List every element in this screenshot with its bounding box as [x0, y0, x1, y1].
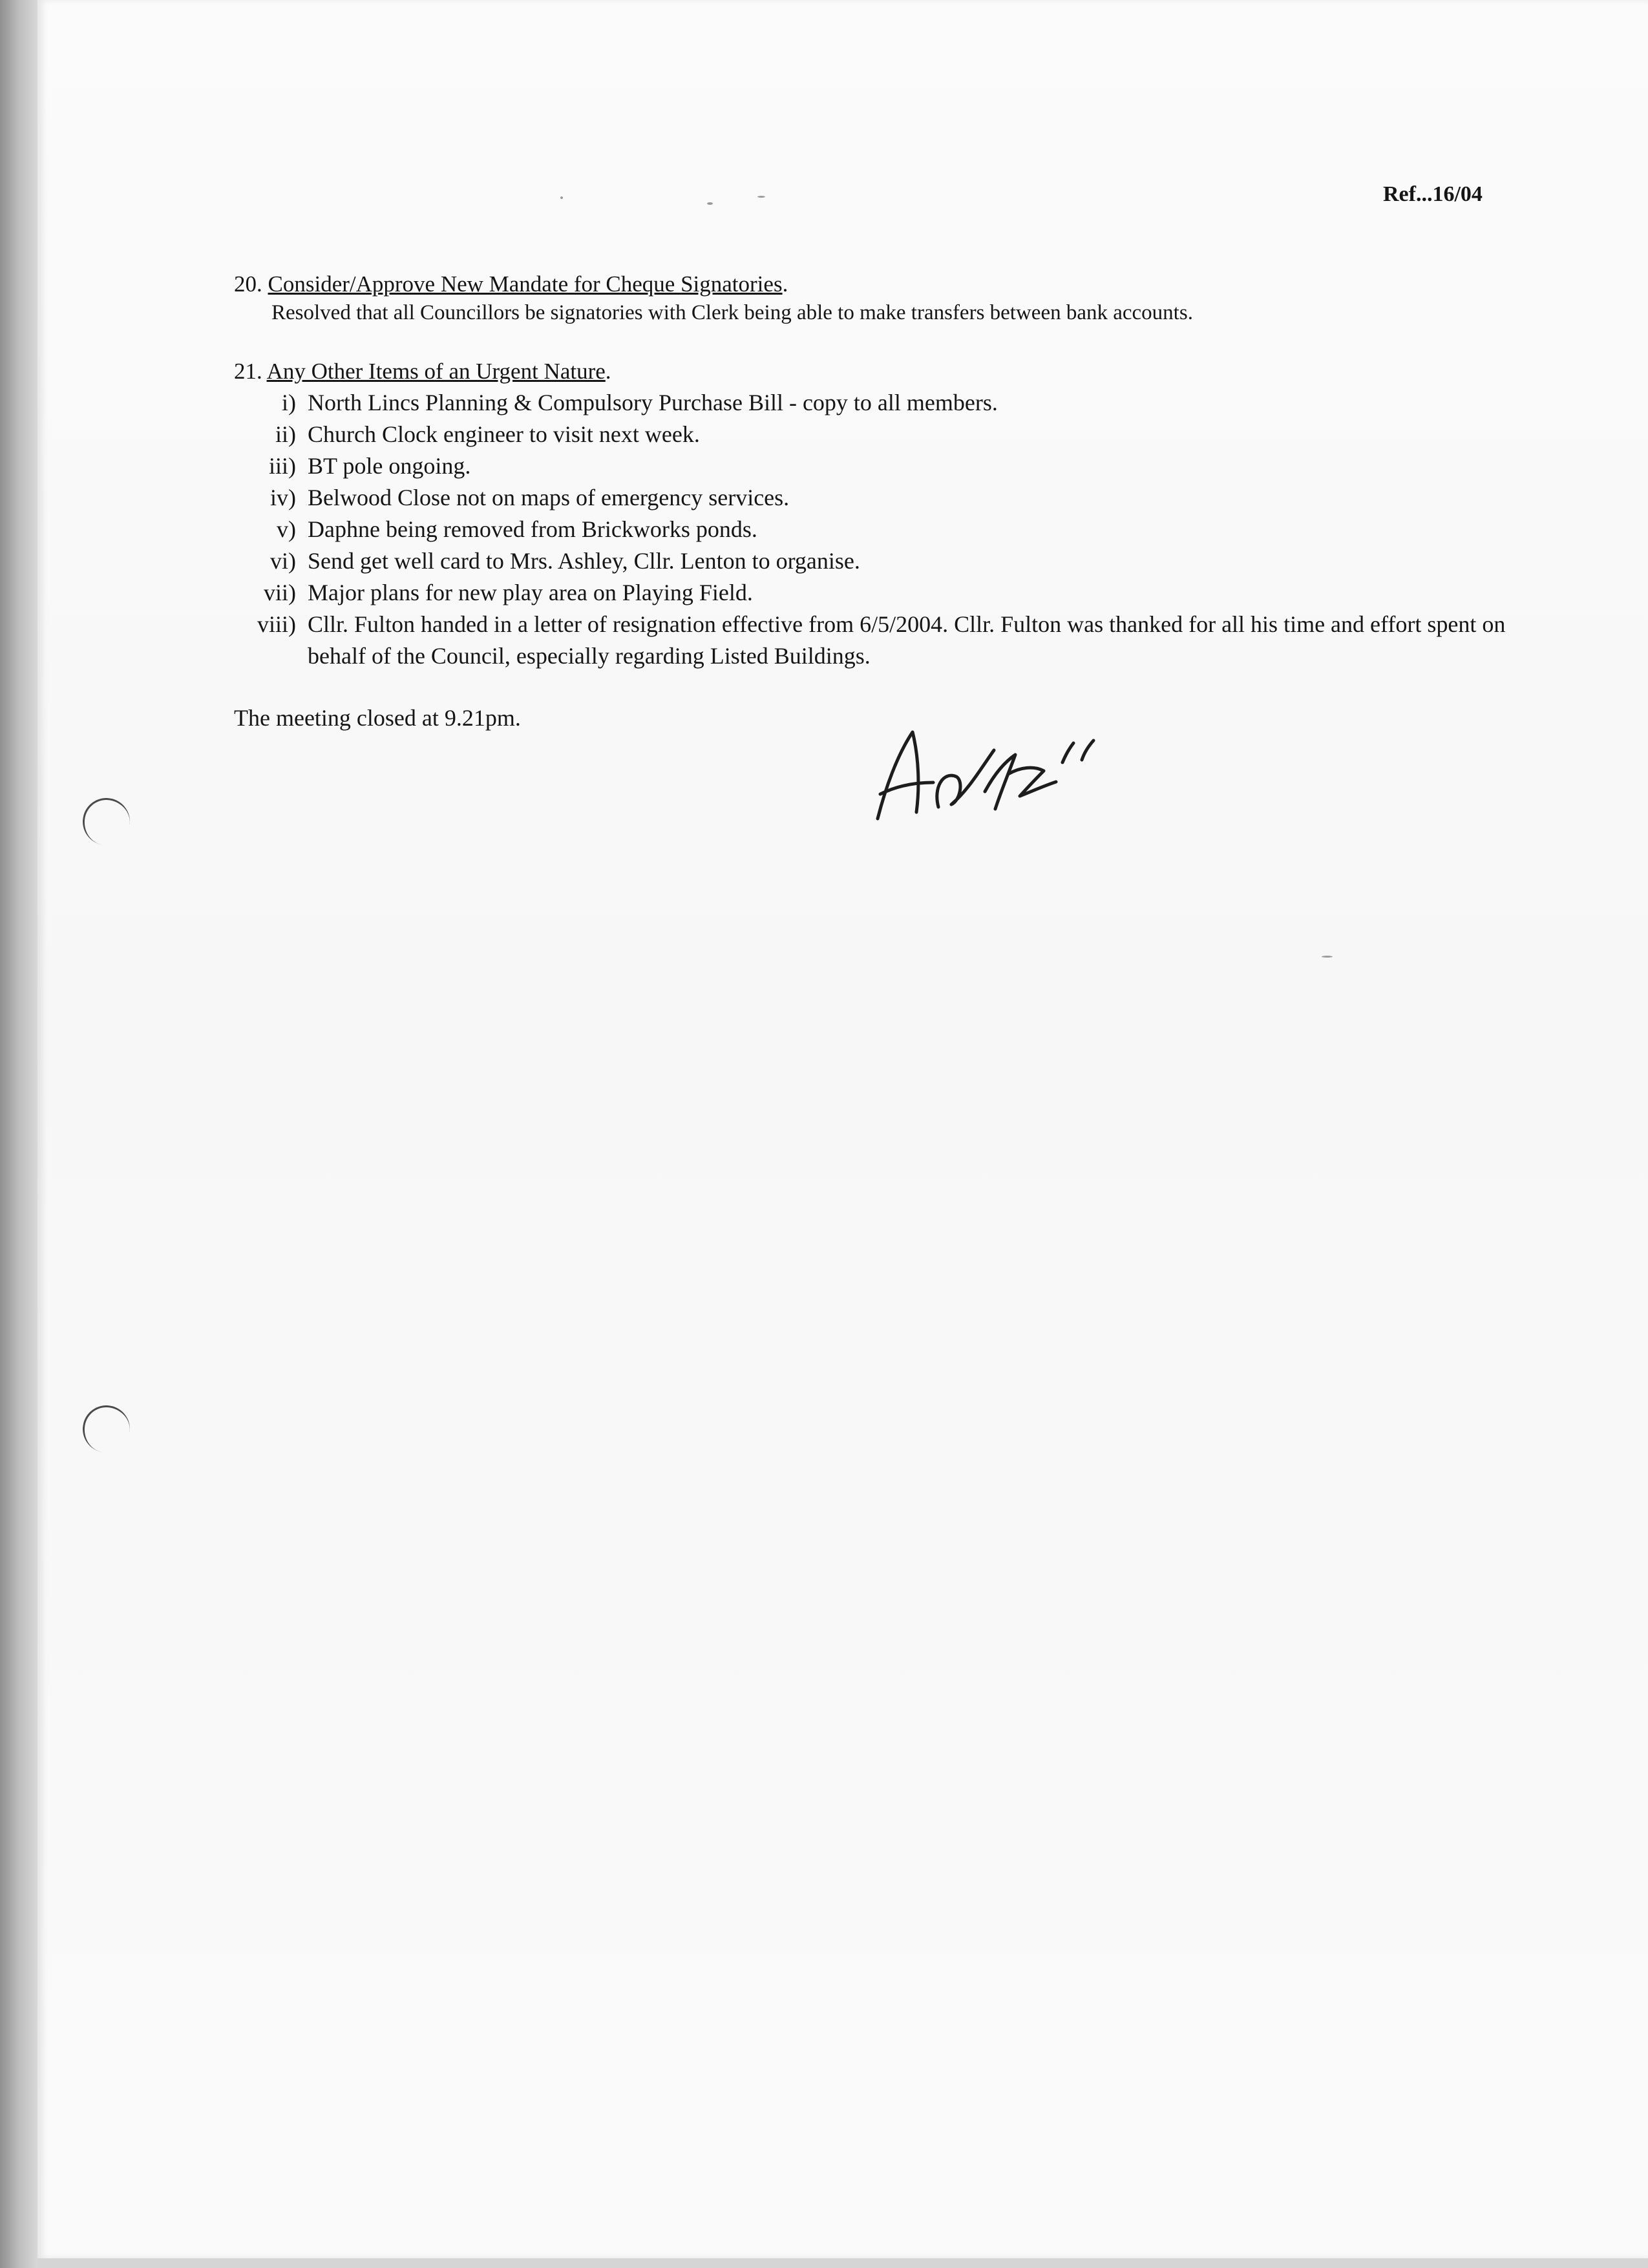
item-20-title-end: .	[782, 271, 788, 297]
item-20-number: 20.	[234, 271, 262, 297]
scanner-left-edge	[0, 0, 37, 2268]
subitem-numeral: i)	[282, 390, 296, 415]
meeting-closing-time: The meeting closed at 9.21pm.	[234, 705, 521, 731]
subitem-row	[234, 450, 1527, 482]
item-21-heading	[234, 357, 1527, 386]
subitem-text: Church Clock engineer to visit next week.	[308, 421, 700, 447]
item-21-section	[234, 357, 1527, 672]
item-20-resolution: Resolved that all Councillors be signatories with Clerk being able to make transfers between bank accounts.	[271, 301, 1193, 324]
scan-speck	[707, 202, 713, 205]
subitem-row	[234, 482, 1527, 514]
handwritten-signature	[866, 720, 1099, 830]
subitem-text: North Lincs Planning & Compulsory Purchase Bill - copy to all members.	[308, 390, 998, 415]
scan-speck	[757, 196, 765, 198]
subitem-numeral: vii)	[264, 580, 296, 605]
subitem-text: Daphne being removed from Brickworks ponds.	[308, 516, 757, 542]
subitem-row	[234, 419, 1527, 450]
subitem-numeral: iii)	[269, 453, 296, 479]
subitem-row	[234, 387, 1527, 419]
subitem-row	[234, 514, 1527, 545]
subitem-numeral: viii)	[257, 611, 296, 637]
subitem-row	[234, 577, 1527, 609]
subitem-text: Belwood Close not on maps of emergency services.	[308, 485, 790, 510]
subitem-row	[234, 609, 1527, 672]
item-21-number: 21.	[234, 359, 262, 384]
subitem-text: Send get well card to Mrs. Ashley, Cllr. Lenton to organise.	[308, 548, 860, 574]
item-21-title: Any Other Items of an Urgent Nature	[266, 359, 606, 384]
item-21-title-end: .	[605, 359, 611, 384]
item-20-title: Consider/Approve New Mandate for Cheque Signatories	[268, 271, 783, 297]
subitem-row	[234, 545, 1527, 577]
subitem-text: Cllr. Fulton handed in a letter of resignation effective from 6/5/2004. Cllr. Fulton was thanked for all his time and effort spent on behalf of the Council, especially regarding Listed Buildings.	[308, 611, 1506, 669]
subitem-numeral: vi)	[270, 548, 296, 574]
subitem-text: Major plans for new play area on Playing Field.	[308, 580, 753, 605]
paper-sheet	[37, 0, 1648, 2258]
item-20-heading	[234, 270, 1527, 299]
scan-speck	[560, 196, 563, 199]
item-20-section	[234, 270, 1527, 327]
subitem-numeral: ii)	[275, 421, 296, 447]
reference-number: Ref...16/04	[1383, 182, 1483, 206]
item-21-subitems	[234, 387, 1527, 672]
scanner-bottom-edge	[37, 2258, 1648, 2268]
subitem-numeral: iv)	[270, 485, 296, 510]
scan-speck	[1322, 956, 1333, 958]
subitem-text: BT pole ongoing.	[308, 453, 471, 479]
subitem-numeral: v)	[277, 516, 296, 542]
